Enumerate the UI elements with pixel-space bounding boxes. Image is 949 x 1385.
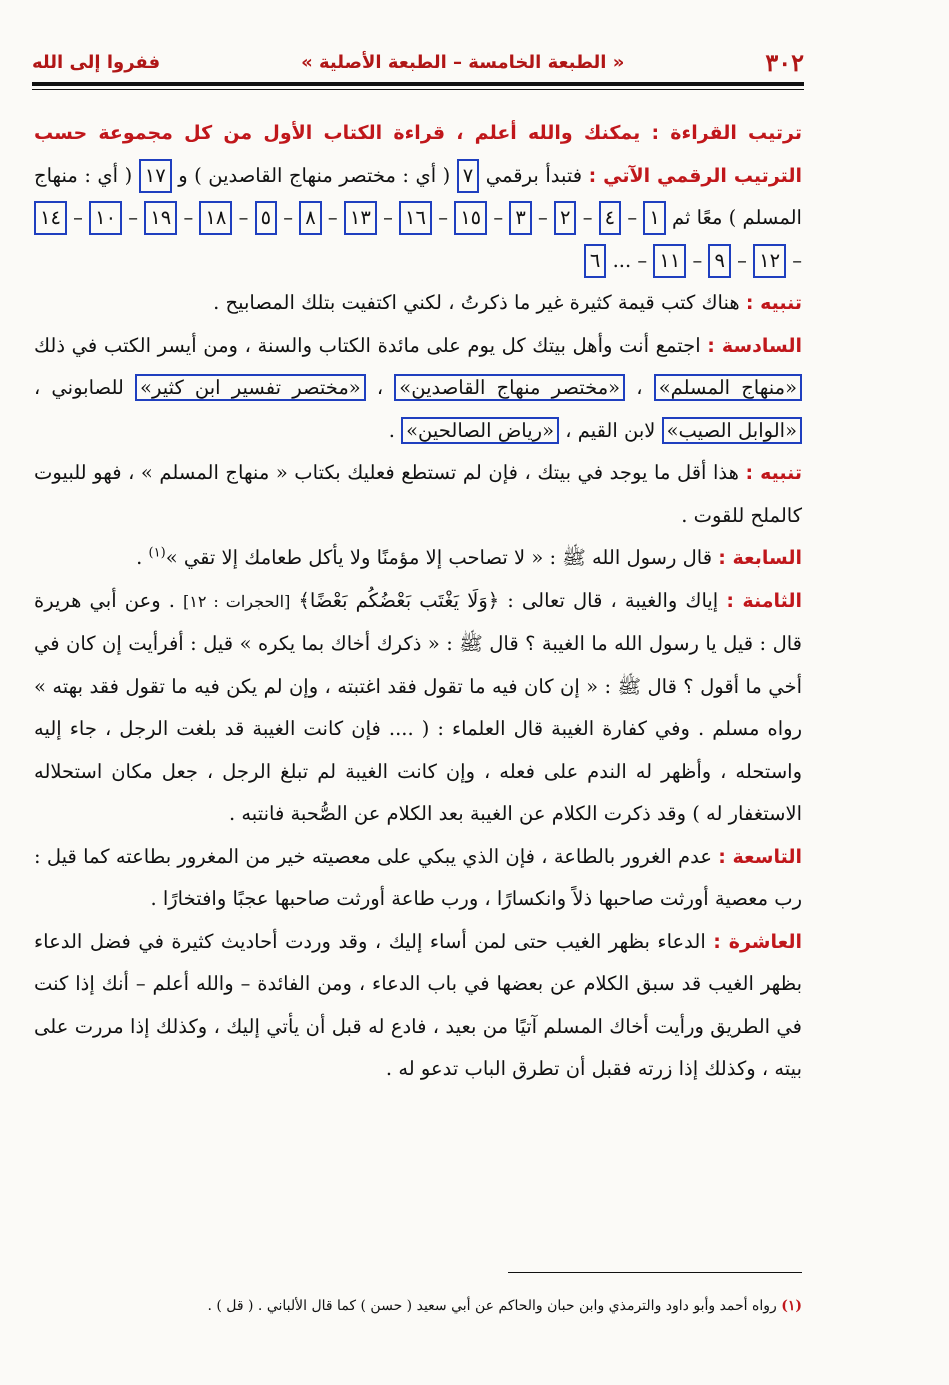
tenth-paragraph: [34, 921, 802, 1091]
page-body: [34, 112, 802, 1091]
tenth-label: العاشرة :: [713, 930, 802, 953]
sixth-text: لابن القيم ،: [565, 418, 656, 442]
order-ellipsis: ...: [612, 248, 632, 272]
ninth-paragraph: [34, 836, 802, 921]
reading-order-intro: فتبدأ برقمي: [485, 163, 583, 187]
footnote: [34, 1294, 802, 1318]
reading-order-text: ( أي : مختصر منهاج القاصدين ) و: [178, 163, 451, 187]
sixth-text: للصابوني ،: [34, 376, 124, 399]
order-number: ٤: [599, 201, 621, 235]
seventh-paragraph: السابعة : قال رسول الله ﷺ : « لا تصاحب إلا مؤمنًا ولا يأكل طعامك إلا تقي »$^{(١)}$ .: [136, 545, 802, 569]
book-title-box: «الوابل الصيب»: [662, 417, 802, 444]
book-title-box: «مختصر تفسير ابن كثير»: [135, 374, 366, 401]
order-number: ١٢: [753, 244, 786, 278]
sixth-paragraph: السادسة : اجتمع أنت وأهل بيتك كل يوم على مائدة الكتاب والسنة ، ومن أيسر الكتب في ذلك «منهاج المسلم» ، «مختصر منهاج القاصدين» ، «مختصر تفسير ابن كثير» للصابوني ، «الوابل الصيب» لابن القيم ، «رياض الصالحين» .: [34, 333, 803, 442]
header-rule-thick: [32, 82, 804, 86]
sixth-label: السادسة :: [707, 334, 803, 357]
eighth-paragraph: [34, 580, 802, 836]
book-title-box: «رياض الصالحين»: [401, 417, 559, 444]
edition-label: « الطبعة الخامسة – الطبعة الأصلية »: [301, 51, 625, 73]
ninth-label: التاسعة :: [718, 845, 802, 868]
footnote-number: (١): [781, 1298, 802, 1314]
tenth-text: الدعاء بظهر الغيب حتى لمن أساء إليك ، وقد وردت أحاديث كثيرة في فضل الدعاء بظهر الغيب قد سبق الكلام عن بعضها في باب الدعاء ، ومن الفائدة – والله أعلم – أنك إذا كنت في الطريق ورأيت أخاك المسلم آتيًا من بعيد ، فادع له قبل أن يأتي إليك ، وكذلك إذا مررت على بيته ، وكذلك إذا زرته فقبل أن تطرق الباب تدعو له .: [34, 929, 802, 1080]
order-number: ٧: [457, 159, 479, 193]
footnote-text: رواه أحمد وأبو داود والترمذي وابن حبان والحاكم عن أبي سعيد ( حسن ) كما قال الألباني . ( قل ) .: [207, 1298, 777, 1314]
eighth-label: الثامنة :: [726, 589, 803, 612]
seventh-label: السابعة :: [718, 547, 802, 569]
order-number: ١٣: [344, 201, 377, 235]
order-number: ٣: [509, 201, 531, 235]
page-number: ٣٠٢: [765, 47, 804, 77]
note-label: تنبيه :: [745, 292, 802, 314]
footnote-rule: [508, 1272, 802, 1273]
header-rule-thin: [32, 89, 804, 90]
order-number: ١٩: [144, 201, 177, 235]
note-label: تنبيه :: [745, 462, 803, 484]
order-number: ١: [643, 201, 665, 235]
note-paragraph: [34, 452, 802, 537]
order-number: ١١: [653, 244, 686, 278]
order-number: ٢: [554, 201, 576, 235]
book-title-box: «مختصر منهاج القاصدين»: [394, 374, 625, 401]
order-number: ١٧: [139, 159, 172, 193]
order-number: ١٠: [89, 201, 122, 235]
order-number: ١٤: [34, 201, 67, 235]
order-number: ١٦: [399, 201, 432, 235]
page-header: [32, 46, 804, 78]
note-text: هناك كتب قيمة كثيرة غير ما ذكرتُ ، لكني اكتفيت بتلك المصابيح .: [213, 291, 740, 314]
reading-order-paragraph: ترتيب القراءة : يمكنك والله أعلم ، قراءة الكتاب الأول من كل مجموعة حسب الترتيب الرقمي الآتي : فتبدأ برقمي ٧ ( أي : مختصر منهاج القاصدين ) و ١٧ ( أي : منهاج المسلم ) معًا ثم ١ – ٤ – ٢ – ٣ – ١٥ – ١٦ – ١٣ – ٨ – ٥ – ١٨ – ١٩ – ١٠ – ١٤ – ١٢ – ٩ – ١١ – ... ٦: [34, 112, 802, 282]
book-title-box: «منهاج المسلم»: [654, 374, 802, 401]
order-number: ١٨: [199, 201, 232, 235]
order-number: ٦: [584, 244, 606, 278]
quran-reference: [الحجرات : ١٢]: [183, 591, 291, 611]
order-number: ٩: [708, 244, 730, 278]
note-paragraph: [34, 282, 802, 325]
book-title: ففروا إلى الله: [32, 51, 161, 73]
footnote-marker: (١): [148, 545, 166, 561]
ninth-text: عدم الغرور بالطاعة ، فإن الذي يبكي على معصيته خير من المغرور بطاعته كما قيل : رب معصية أورثت صاحبها ذلاً وانكسارًا ، ورب طاعة أورثت صاحبها عجبًا وافتخارًا .: [34, 844, 802, 910]
sixth-text: اجتمع أنت وأهل بيتك كل يوم على مائدة الكتاب والسنة ، ومن أيسر الكتب في ذلك: [34, 333, 701, 357]
order-number: ٥: [255, 201, 277, 235]
eighth-text: . وعن أبي هريرة قال : قيل يا رسول الله ما الغيبة ؟ قال ﷺ : « ذكرك أخاك بما يكره » قيل : أفرأيت إن كان في أخي ما أقول ؟ قال ﷺ : « إن كان فيه ما تقول فقد اغتبته ، وإن لم يكن فيه ما تقول فقد بهته » رواه مسلم . وفي كفارة الغيبة قال العلماء : ( .... فإن كانت الغيبة قد بلغت الرجل ، جاء إليه واستحله ، وأظهر له الندم على فعله ، وإن كانت الغيبة لم تبلغ الرجل ، جعل مكان استحلاله الاستغفار له ) وقد ذكرت الكلام عن الغيبة بعد الكلام عن الصُّحبة فانتبه .: [34, 588, 802, 825]
note-text: هذا أقل ما يوجد في بيتك ، فإن لم تستطع فعليك بكتاب « منهاج المسلم » ، فهو للبيوت كالملح للقوت .: [34, 461, 802, 527]
order-number: ٨: [299, 201, 321, 235]
order-number: ١٥: [454, 201, 487, 235]
reading-order-text: ( أي : منهاج المسلم ) معًا ثم: [34, 163, 802, 229]
seventh-text: قال رسول الله ﷺ : « لا تصاحب إلا مؤمنًا ولا يأكل طعامك إلا تقي »: [165, 546, 713, 569]
reading-order-heading: ترتيب القراءة : يمكنك والله أعلم ، قراءة الكتاب الأول من كل مجموعة حسب الترتيب الرقمي الآتي :: [34, 122, 803, 187]
eighth-text: إياك والغيبة ، قال تعالى : ﴿وَلَا يَغْتَب بَعْضُكُم بَعْضًا﴾: [298, 588, 719, 612]
